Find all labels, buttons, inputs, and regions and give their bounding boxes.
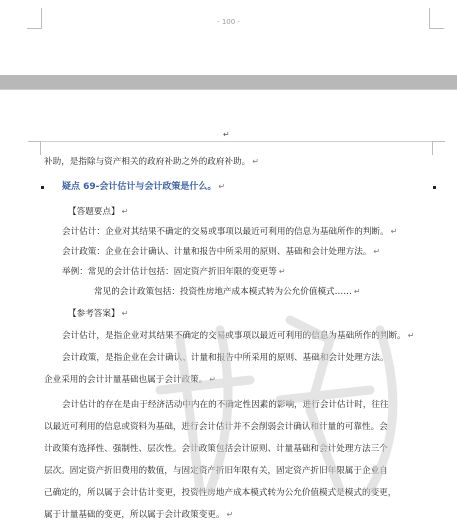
line-text: 举例：常见的会计估计包括：固定资产折旧年限的变更等 — [62, 267, 277, 277]
paragraph-line[interactable] — [94, 286, 361, 298]
paragraph-line[interactable] — [62, 399, 391, 411]
paragraph-mark: ↵ — [218, 182, 226, 191]
margin-corner-left-2 — [28, 141, 41, 155]
header-line — [40, 141, 432, 142]
paragraph-line[interactable] — [44, 465, 390, 477]
paragraph-mark: ↵ — [121, 309, 129, 318]
paragraph-line[interactable] — [44, 443, 390, 455]
line-text: 补助，是指除与资产相关的政府补助之外的政府补助。 — [44, 157, 251, 167]
line-text: 会计政策，是指企业在会计确认、计量和报告中所采用的原则、基础和会计处理方法。 — [62, 353, 389, 363]
line-text: 会计政策：企业在会计确认、计量和报告中所采用的原则、基础和会计处理方法。 — [62, 247, 372, 257]
page-gap — [0, 75, 457, 89]
paragraph-mark: ↵ — [373, 247, 381, 256]
paragraph-line[interactable] — [62, 226, 397, 238]
paragraph-line[interactable] — [44, 156, 259, 168]
document-page[interactable] — [0, 90, 457, 520]
line-text: 属于计量基础的变更，所以属于会计政策变更。 — [44, 510, 225, 520]
line-text: 会计估计，是指企业对其结果不确定的交易或事项以最近可利用的信息为基础所作的判断。 — [62, 331, 406, 341]
paragraph-mark: ↵ — [226, 510, 234, 519]
margin-corner-right-2 — [432, 141, 445, 155]
line-text: 层次。固定资产折旧费用的数值，与固定资产折旧年限有关，固定资产折旧年限属于企业自 — [44, 466, 388, 476]
paragraph-line[interactable] — [62, 246, 380, 258]
heading-text: 疑点 69-会计估计与会计政策是什么。 — [62, 182, 217, 192]
paragraph-line[interactable] — [44, 374, 216, 386]
line-text: 常见的会计政策包括：投资性房地产成本模式转为公允价值模式…… — [94, 287, 352, 297]
paragraph-mark: ↵ — [353, 287, 361, 296]
paragraph-line[interactable] — [44, 487, 398, 499]
paragraph-line[interactable] — [62, 266, 286, 278]
list-bullet — [41, 186, 44, 189]
paragraph-mark: ↵ — [252, 157, 259, 166]
paragraph-line[interactable] — [62, 352, 391, 364]
question-heading[interactable] — [62, 181, 225, 193]
line-text: 企业采用的会计计量基础也属于会计政策。 — [44, 375, 208, 385]
previous-page-bottom — [0, 0, 457, 75]
header-paragraph-mark: ↵ — [223, 130, 230, 139]
line-text: 【参考答案】 — [68, 309, 120, 319]
paragraph-mark: ↵ — [209, 375, 216, 384]
page-number: - 100 - — [217, 18, 240, 26]
line-text: 己确定的，所以属于会计估计变更，投资性房地产成本模式转为公允价值模式是模式的变更， — [44, 488, 397, 498]
line-text: 以最近可利用的信息或资料为基础，进行会计估计并不会削弱会计确认和计量的可靠性。会 — [44, 422, 388, 432]
line-text: 会计估计的存在是由于经济活动中内在的不确定性因素的影响，进行会计估计时，往往 — [62, 400, 389, 410]
paragraph-mark: ↵ — [407, 331, 415, 340]
line-text: 【答题要点】 — [68, 207, 120, 217]
paragraph-mark: ↵ — [121, 207, 129, 216]
list-bullet-right — [433, 186, 436, 189]
paragraph-mark: ↵ — [390, 227, 398, 236]
line-text: 计政策有选择性、强制性、层次性。会计政策包括会计原则、计量基础和会计处理方法三个 — [44, 444, 388, 454]
paragraph-line[interactable] — [62, 330, 414, 342]
section-label-key-points[interactable] — [68, 206, 128, 218]
section-label-reference-answer[interactable] — [68, 308, 128, 320]
line-text: 会计估计：企业对其结果不确定的交易或事项以最近可利用的信息为基础所作的判断。 — [62, 227, 389, 237]
paragraph-mark: ↵ — [278, 267, 286, 276]
paragraph-line[interactable] — [44, 421, 390, 433]
paragraph-line[interactable] — [44, 509, 233, 521]
